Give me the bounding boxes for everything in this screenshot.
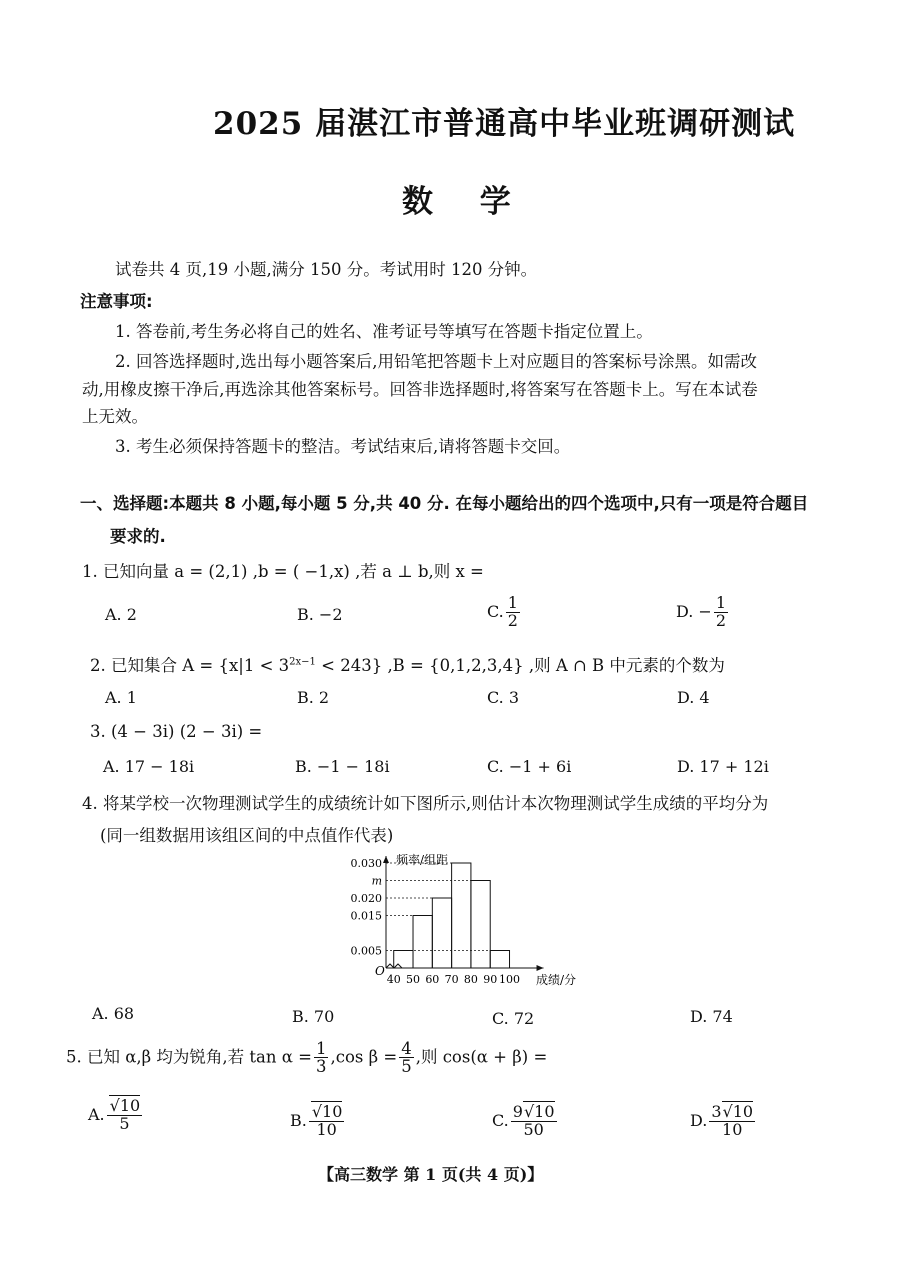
x-tick-label: 70 bbox=[444, 973, 459, 986]
notice-item-2-line-2: 动,用橡皮擦干净后,再选涂其他答案标号。回答非选择题时,将答案写在答题卡上。写在本试卷 bbox=[82, 380, 758, 399]
notice-heading: 注意事项: bbox=[80, 292, 153, 311]
q4-option-d: D. 74 bbox=[690, 1007, 733, 1026]
notice-item-1: 1. 答卷前,考生务必将自己的姓名、准考证号等填写在答题卡指定位置上。 bbox=[115, 322, 653, 341]
q4-option-c: C. 72 bbox=[492, 1009, 535, 1028]
q2-option-a: A. 1 bbox=[105, 688, 137, 707]
question-4-stem-line-1: 4. 将某学校一次物理测试学生的成绩统计如下图所示,则估计本次物理测试学生成绩的平均分为 bbox=[82, 794, 769, 813]
y-tick-label: 0.015 bbox=[350, 909, 382, 923]
exam-title: 2025 届湛江市普通高中毕业班调研测试 bbox=[213, 106, 796, 142]
y-axis-arrow bbox=[383, 856, 389, 863]
x-tick-label: 40 bbox=[386, 973, 401, 986]
section-1-heading: 一、选择题:本题共 8 小题,每小题 5 分,共 40 分. 在每小题给出的四个选项中,只有一项是符合题目 bbox=[80, 494, 809, 513]
q3-option-b: B. −1 − 18i bbox=[295, 757, 390, 776]
y-tick-label: 0.005 bbox=[350, 944, 382, 958]
q1-option-a: A. 2 bbox=[105, 605, 137, 624]
q5-option-a: A. $\frac{√10}{5}$ bbox=[88, 1096, 141, 1133]
origin-label: O bbox=[375, 964, 385, 978]
q3-option-d: D. 17 + 12i bbox=[677, 757, 769, 776]
q5-option-d: D. $\frac{3√10}{10}$ bbox=[690, 1102, 754, 1139]
q3-option-c: C. −1 + 6i bbox=[487, 757, 572, 776]
x-tick-label: 100 bbox=[499, 973, 521, 986]
question-1-stem: 1. 已知向量 a = (2,1) ,b = ( −1,x) ,若 a ⊥ b,则 x = bbox=[82, 562, 484, 581]
question-2-stem: 2. 已知集合 $A = \{x|1 < 3^{2x-1} < 243\}$ ,B = {0,1,2,3,4} ,则 A ∩ B 中元素的个数为 bbox=[90, 656, 725, 675]
histogram-bar bbox=[490, 951, 509, 969]
q2-option-c: C. 3 bbox=[487, 688, 520, 707]
notice-item-3: 3. 考生必须保持答题卡的整洁。考试结束后,请将答题卡交回。 bbox=[115, 437, 571, 456]
q3-option-a: A. 17 − 18i bbox=[103, 757, 195, 776]
question-3-stem: 3. (4 − 3i) (2 − 3i) = bbox=[90, 722, 263, 741]
q4-option-b: B. 70 bbox=[292, 1007, 335, 1026]
histogram-chart bbox=[340, 848, 600, 996]
x-tick-label: 50 bbox=[406, 973, 421, 986]
subject-title: 数 学 bbox=[402, 184, 529, 220]
q1-option-d: D. − $\frac{1}{2}$ bbox=[676, 593, 727, 630]
q5-option-b: B. $\frac{√10}{10}$ bbox=[290, 1102, 343, 1139]
x-tick-label: 90 bbox=[483, 973, 498, 986]
y-axis-title: 频率/组距 bbox=[396, 853, 449, 867]
q5-option-c: C. $\frac{9√10}{50}$ bbox=[492, 1102, 555, 1139]
x-tick-label: 80 bbox=[463, 973, 478, 986]
histogram-bar bbox=[413, 916, 432, 969]
question-4-stem-line-2: (同一组数据用该组区间的中点值作代表) bbox=[100, 826, 394, 845]
notice-item-2-line-1: 2. 回答选择题时,选出每小题答案后,用铅笔把答题卡上对应题目的答案标号涂黑。如需改 bbox=[115, 352, 757, 371]
q2-option-d: D. 4 bbox=[677, 688, 710, 707]
q2-option-b: B. 2 bbox=[297, 688, 330, 707]
question-5-stem: 5. 已知 α,β 均为锐角,若 tan α = $\frac{1}{3}$ ,cos β = $\frac{4}{5}$ ,则 cos(α + β) = bbox=[66, 1039, 548, 1077]
histogram-bar bbox=[432, 898, 451, 968]
x-axis-arrow bbox=[537, 965, 544, 971]
histogram-bar bbox=[471, 881, 490, 969]
exam-intro: 试卷共 4 页,19 小题,满分 150 分。考试用时 120 分钟。 bbox=[115, 260, 538, 279]
notice-item-2-line-3: 上无效。 bbox=[82, 407, 148, 426]
y-tick-label: m bbox=[371, 874, 382, 888]
page-footer: 【高三数学 第 1 页(共 4 页)】 bbox=[318, 1165, 544, 1184]
x-tick-label: 60 bbox=[425, 973, 440, 986]
q1-option-b: B. −2 bbox=[297, 605, 343, 624]
q4-option-a: A. 68 bbox=[92, 1004, 135, 1023]
y-tick-label: 0.030 bbox=[350, 857, 382, 870]
q1-option-c: C. $\frac{1}{2}$ bbox=[487, 593, 518, 630]
section-1-heading-cont: 要求的. bbox=[110, 527, 166, 546]
y-tick-label: 0.020 bbox=[350, 892, 382, 905]
x-axis-title: 成绩/分 bbox=[536, 973, 577, 987]
histogram-bar bbox=[452, 863, 471, 968]
